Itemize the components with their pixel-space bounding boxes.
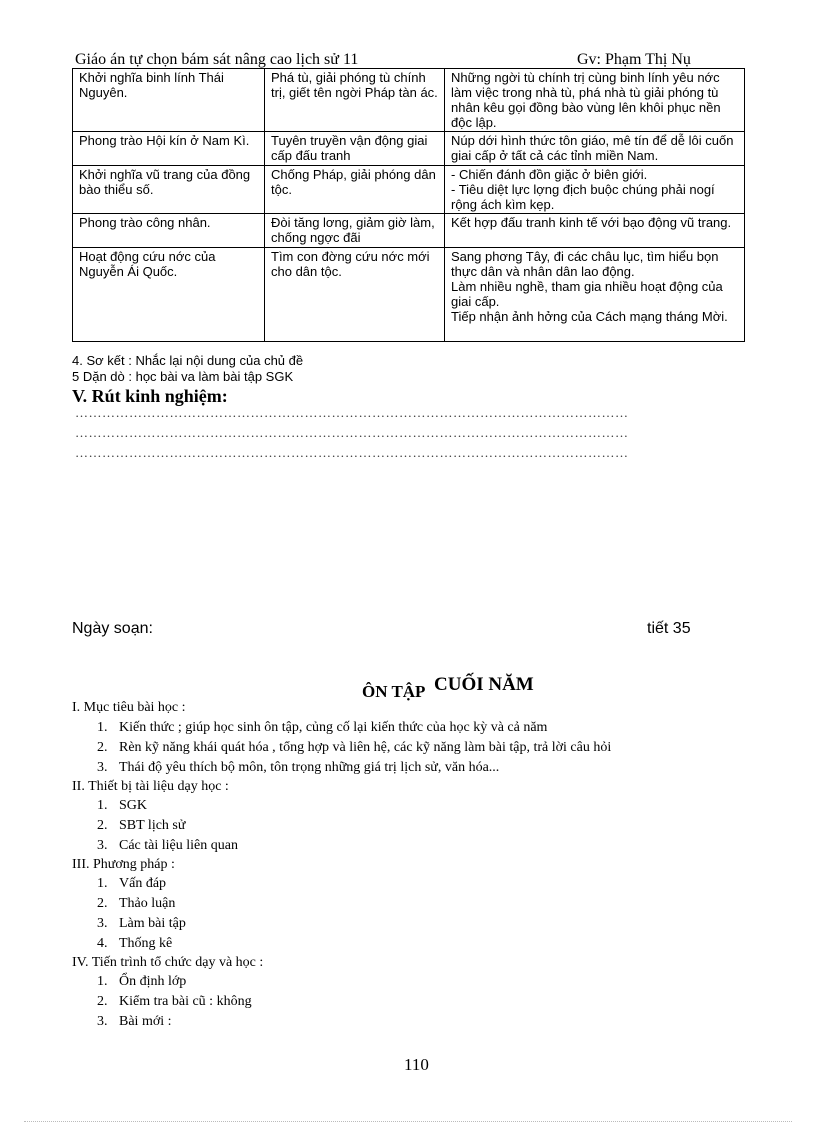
list-item: 3. Bài mới :	[97, 1014, 172, 1029]
table-row	[73, 248, 745, 342]
section-heading-objectives: I. Mục tiêu bài học :	[72, 700, 186, 715]
lesson-title-part-2: CUỐI NĂM	[434, 674, 534, 695]
list-item: 3. Thái độ yêu thích bộ môn, tôn trọng những giá trị lịch sử, văn hóa...	[97, 760, 500, 775]
list-item: 3. Làm bài tập	[97, 916, 186, 931]
list-item: 2. Thảo luận	[97, 896, 176, 911]
list-item: 3. Các tài liệu liên quan	[97, 838, 238, 853]
table-cell-result: Kết hợp đấu tranh kinh tế với bạo động vũ trang.	[445, 214, 745, 248]
table-cell-goal: Phá tù, giải phóng tù chính trị, giết tên ngời Pháp tàn ác.	[265, 69, 445, 132]
table-cell-result: Sang phơng Tây, đi các châu lục, tìm hiểu bọn thực dân và nhân dân lao động. Làm nhiều nghề, tham gia nhiều hoạt động của giai cấp. Tiếp nhận ảnh hởng của Cách mạng tháng Mời.	[445, 248, 745, 342]
list-item: 2. Kiểm tra bài cũ : không	[97, 994, 252, 1009]
dotted-line: ……………………………………………………………………………………………………………	[75, 445, 629, 460]
list-item: 2. SBT lịch sử	[97, 818, 186, 833]
experience-heading: V. Rút kinh nghiệm:	[72, 386, 228, 406]
prep-date-label: Ngày soạn:	[72, 620, 153, 637]
lesson-title-part-1: ÔN TẬP	[362, 682, 426, 701]
table-cell-event: Khởi nghĩa binh lính Thái Nguyên.	[73, 69, 265, 132]
table-cell-event: Khởi nghĩa vũ trang của đồng bào thiểu số.	[73, 166, 265, 214]
table-cell-goal: Tuyên truyền vận động giai cấp đấu tranh	[265, 132, 445, 166]
table-cell-event: Phong trào công nhân.	[73, 214, 265, 248]
section-heading-procedure: IV. Tiến trình tổ chức dạy và học :	[72, 955, 264, 970]
header-title: Giáo án tự chọn bám sát nâng cao lịch sử 11	[75, 51, 359, 68]
table-cell-event: Hoạt động cứu nớc của Nguyễn Ái Quốc.	[73, 248, 265, 342]
list-item: 1. Ổn định lớp	[97, 974, 187, 989]
page-number: 110	[404, 1055, 429, 1074]
table-cell-goal: Chống Pháp, giải phóng dân tộc.	[265, 166, 445, 214]
section-heading-materials: II. Thiết bị tài liệu dạy học :	[72, 779, 229, 794]
table-row	[73, 214, 745, 248]
dotted-line: ……………………………………………………………………………………………………………	[75, 405, 629, 420]
list-item: 1. SGK	[97, 798, 148, 813]
list-item: 1. Vấn đáp	[97, 876, 167, 891]
lesson-period: tiết 35	[647, 620, 691, 637]
table-cell-result: Những ngời tù chính trị cùng binh lính yêu nớc làm việc trong nhà tù, phá nhà tù giải phóng tù nhân kêu gọi đồng bào vùng lên khôi phục nền độc lập.	[445, 69, 745, 132]
list-item: 1. Kiến thức ; giúp học sinh ôn tập, củng cố lại kiến thức của học kỳ và cả năm	[97, 720, 548, 735]
list-item: 2. Rèn kỹ năng khái quát hóa , tổng hợp và liên hệ, các kỹ năng làm bài tập, trả lời câu hỏi	[97, 740, 612, 755]
table-cell-goal: Đòi tăng lơng, giảm giờ làm, chống ngợc đãi	[265, 214, 445, 248]
table-cell-event: Phong trào Hội kín ở Nam Kì.	[73, 132, 265, 166]
page-bottom-divider	[24, 1121, 792, 1122]
table-row	[73, 166, 745, 214]
table-row	[73, 69, 745, 132]
summary-line: 4. Sơ kết : Nhắc lại nội dung của chủ đề	[72, 353, 304, 368]
section-heading-methods: III. Phương pháp :	[72, 857, 175, 872]
header-author: Gv: Phạm Thị Nụ	[577, 51, 691, 68]
list-item: 4. Thống kê	[97, 936, 173, 951]
dotted-line: ……………………………………………………………………………………………………………	[75, 425, 629, 440]
history-table	[72, 68, 745, 342]
table-row	[73, 132, 745, 166]
table-cell-result: - Chiến đánh đồn giặc ở biên giới. - Tiêu diệt lực lợng địch buộc chúng phải nogí rộng ách kìm kẹp.	[445, 166, 745, 214]
table-cell-goal: Tìm con đờng cứu nớc mới cho dân tộc.	[265, 248, 445, 342]
homework-line: 5 Dặn dò : học bài va làm bài tập SGK	[72, 369, 294, 384]
table-cell-result: Núp dới hình thức tôn giáo, mê tín để dễ lôi cuốn giai cấp ở tất cả các tỉnh miền Nam.	[445, 132, 745, 166]
